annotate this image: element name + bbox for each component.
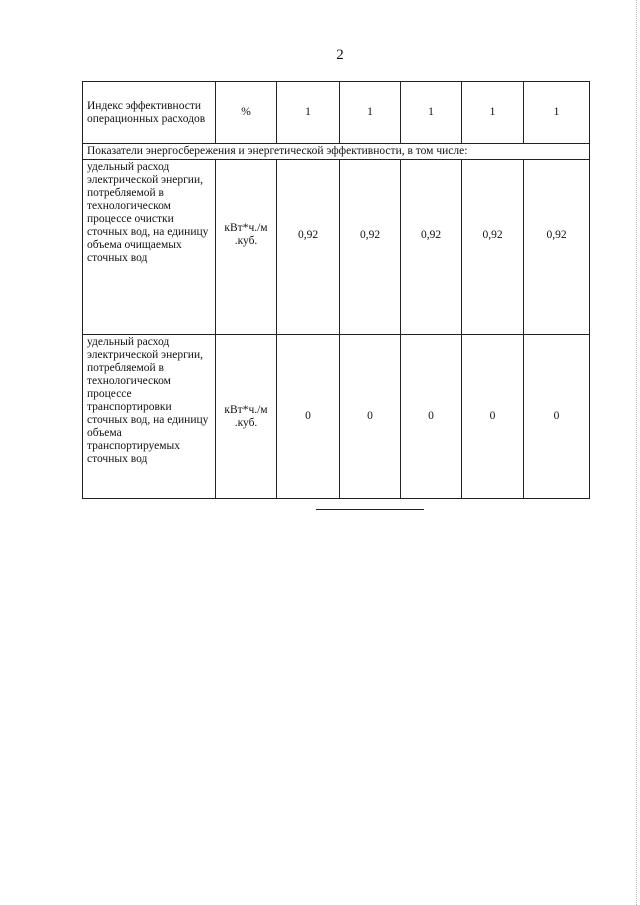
table-row	[83, 335, 590, 499]
value-cell: 0	[277, 335, 340, 499]
value-cell: 1	[340, 82, 401, 144]
row-label: удельный расход электрической энергии, потребляемой в технологическом процессе очистки сточных вод, на единицу объема очищаемых сточных вод	[83, 160, 216, 335]
section-row	[83, 144, 590, 160]
value-cell: 0,92	[401, 160, 462, 335]
value-cell: 0,92	[462, 160, 524, 335]
page-number: 2	[336, 47, 344, 63]
table-row	[83, 160, 590, 335]
section-heading: Показатели энергосбережения и энергетической эффективности, в том числе:	[83, 144, 590, 160]
unit-cell: кВт*ч./м .куб.	[216, 160, 277, 335]
value-cell: 0,92	[340, 160, 401, 335]
closing-rule	[316, 509, 424, 510]
row-label: Индекс эффективности операционных расходов	[83, 82, 216, 144]
value-cell: 0	[524, 335, 590, 499]
row-label: удельный расход электрической энергии, потребляемой в технологическом процессе транспортировки сточных вод, на единицу объема транспортируемых сточных вод	[83, 335, 216, 499]
unit-cell: кВт*ч./м .куб.	[216, 335, 277, 499]
value-cell: 1	[401, 82, 462, 144]
value-cell: 1	[524, 82, 590, 144]
value-cell: 1	[462, 82, 524, 144]
indicators-table	[82, 81, 590, 499]
value-cell: 0	[462, 335, 524, 499]
value-cell: 0,92	[524, 160, 590, 335]
scan-edge-line	[635, 0, 637, 905]
table-row	[83, 82, 590, 144]
unit-cell: %	[216, 82, 277, 144]
value-cell: 0	[401, 335, 462, 499]
value-cell: 1	[277, 82, 340, 144]
value-cell: 0,92	[277, 160, 340, 335]
value-cell: 0	[340, 335, 401, 499]
